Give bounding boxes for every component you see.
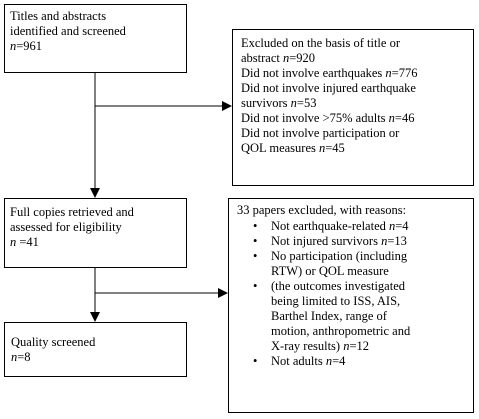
n-label: n <box>385 66 392 80</box>
full-copies-line-2: assessed for eligibility <box>10 220 122 234</box>
exclusion-reason-line <box>271 279 465 294</box>
line-text: Not adults <box>271 354 326 368</box>
exclusion-reason-line <box>271 309 465 324</box>
n-value: =45 <box>325 141 345 155</box>
bullet-icon: • <box>253 234 258 248</box>
box-identified <box>4 4 187 73</box>
excluded-papers-heading: 33 papers excluded, with reasons: <box>237 203 407 217</box>
excluded-title-line <box>241 66 465 81</box>
exclusion-reason-line <box>271 354 465 369</box>
n-value: =46 <box>394 111 415 125</box>
n-value: =13 <box>387 234 407 248</box>
n-value: =12 <box>349 339 370 353</box>
exclusion-reason-line <box>271 234 465 249</box>
exclusion-reason-item <box>253 234 465 249</box>
bullet-icon: • <box>253 219 258 233</box>
identified-count <box>10 39 181 54</box>
excluded-title-line <box>241 51 465 66</box>
line-text: X-ray results) <box>271 339 344 353</box>
line-text: motion, anthropometric and <box>271 324 411 338</box>
line-text: Did not involve participation or <box>241 126 400 140</box>
identified-line-1: Titles and abstracts <box>10 9 107 23</box>
excluded-title-line <box>241 111 465 126</box>
n-label: n <box>290 96 297 110</box>
excluded-title-line <box>241 141 465 156</box>
n-label: n <box>10 235 17 249</box>
exclusion-reason-line <box>271 264 465 279</box>
n-value: =53 <box>296 96 317 110</box>
n-value: =776 <box>391 66 418 80</box>
n-label: n <box>343 339 350 353</box>
identified-line-2: identified and screened <box>10 24 126 38</box>
box-excluded-papers <box>228 198 474 413</box>
excluded-title-line <box>241 36 465 51</box>
n-label: n <box>10 39 17 53</box>
line-text: (the outcomes investigated <box>271 279 405 293</box>
bullet-icon: • <box>253 279 258 293</box>
n-label: n <box>381 234 388 248</box>
n-label: n <box>388 111 395 125</box>
n-value: =920 <box>289 51 316 65</box>
line-text: RTW) or QOL measure <box>271 264 389 278</box>
excluded-title-line <box>241 81 465 96</box>
exclusion-reason-line <box>271 294 465 309</box>
n-value: =4 <box>395 219 409 233</box>
line-text: Did not involve earthquakes <box>241 66 386 80</box>
n-label: n <box>11 350 18 364</box>
n-label: n <box>325 354 333 368</box>
line-text: Did not involve >75% adults <box>241 111 389 125</box>
excluded-title-line <box>241 126 465 141</box>
exclusion-reason-line <box>271 219 465 234</box>
excluded-title-line <box>241 96 465 111</box>
n-label: n <box>389 219 396 233</box>
line-text: No participation (including <box>271 249 408 263</box>
bullet-icon: • <box>253 354 258 368</box>
line-text: QOL measures <box>241 141 319 155</box>
quality-line-1: Quality screened <box>11 335 96 349</box>
exclusion-reason-line <box>271 249 465 264</box>
exclusion-reason-item <box>253 219 465 234</box>
box-quality-screened <box>4 322 187 377</box>
full-copies-count <box>10 235 181 250</box>
line-text: Excluded on the basis of title or <box>241 36 400 50</box>
full-copies-line-1: Full copies retrieved and <box>10 205 134 219</box>
line-text: Did not involve injured earthquake <box>241 81 416 95</box>
n-value: =961 <box>16 39 43 53</box>
n-value: =8 <box>17 350 31 364</box>
exclusion-reason-line <box>271 324 465 339</box>
box-excluded-title-abstract <box>232 29 474 186</box>
line-text: abstract <box>241 51 283 65</box>
line-text: Barthel Index, range of <box>271 309 387 323</box>
bullet-icon: • <box>253 249 258 263</box>
exclusion-reason-item <box>253 354 465 369</box>
line-text: Not earthquake-related <box>271 219 389 233</box>
line-text: survivors <box>241 96 291 110</box>
exclusion-reasons-list <box>237 219 465 369</box>
exclusion-reason-line <box>271 339 465 354</box>
line-text: being limited to ISS, AIS, <box>271 294 401 308</box>
exclusion-reason-item <box>253 279 465 354</box>
n-label: n <box>319 141 326 155</box>
n-value: =4 <box>332 354 346 368</box>
box-full-copies <box>4 198 187 268</box>
n-label: n <box>283 51 290 65</box>
n-value: =41 <box>16 235 39 249</box>
quality-count <box>11 350 180 365</box>
line-text: Not injured survivors <box>271 234 382 248</box>
exclusion-reason-item <box>253 249 465 279</box>
